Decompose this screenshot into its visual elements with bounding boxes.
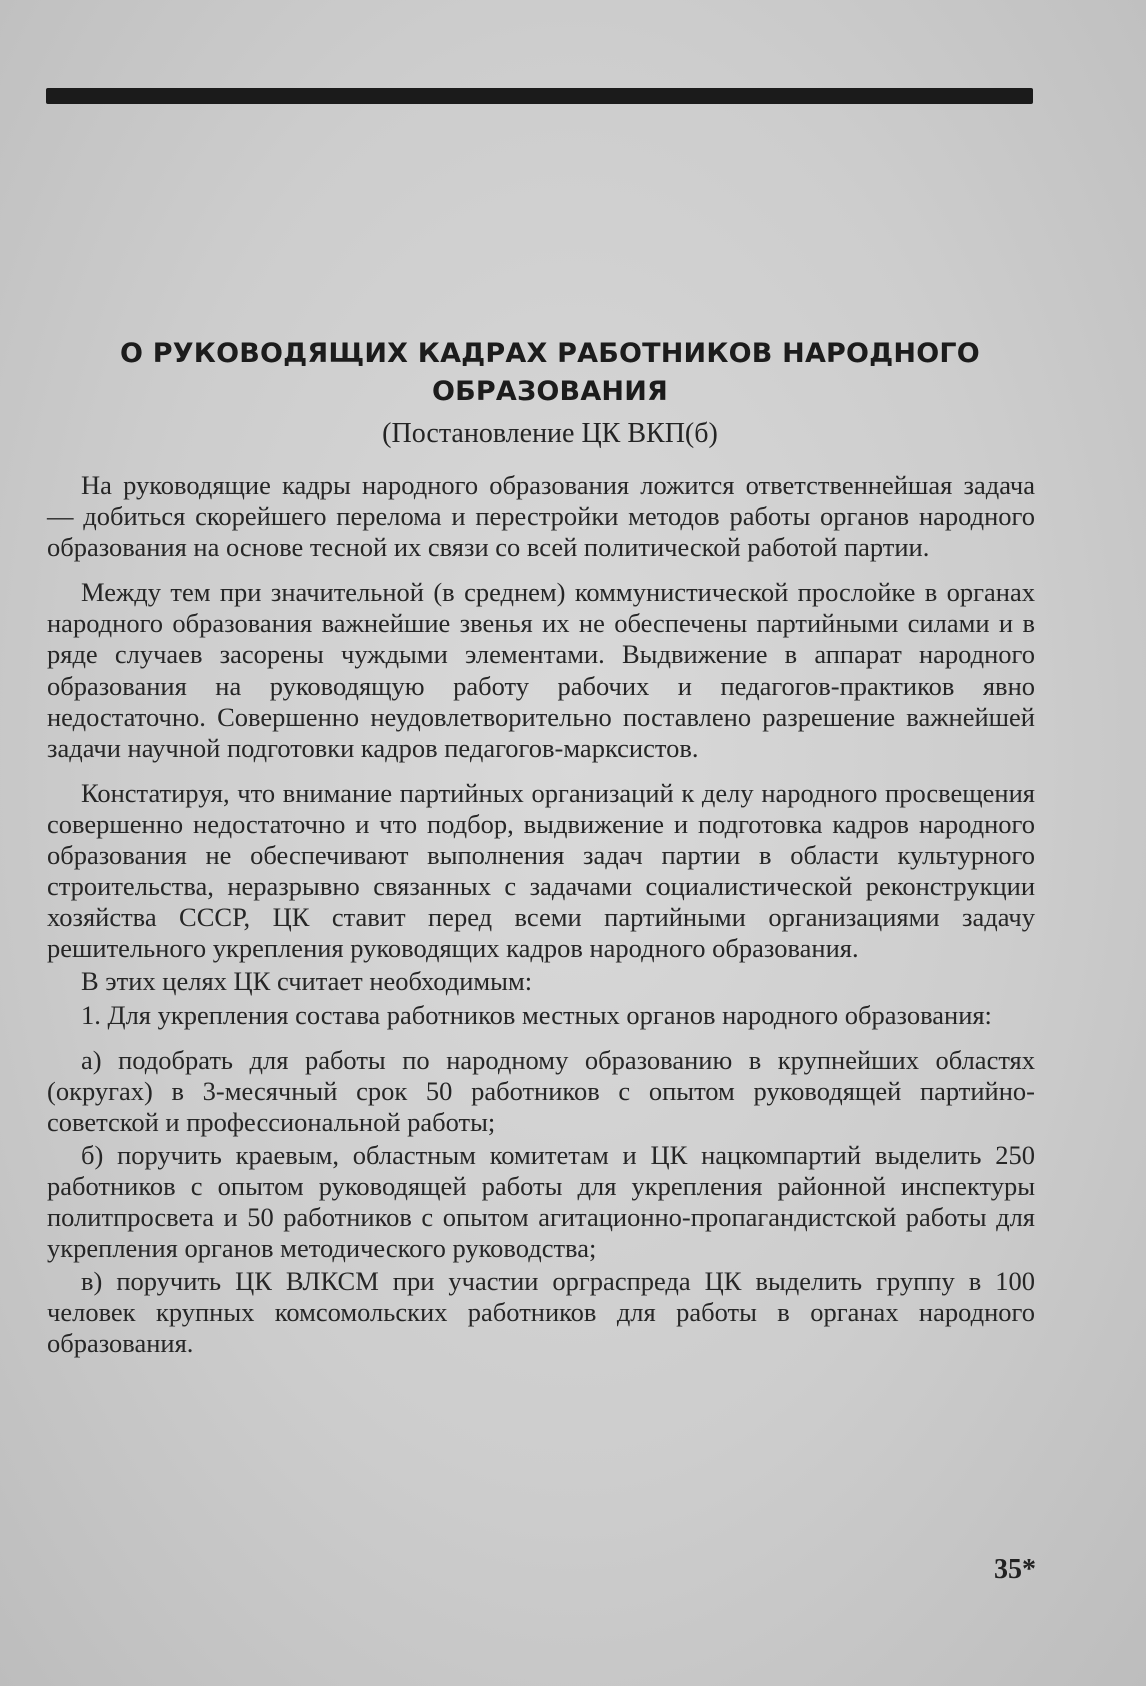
top-rule-divider bbox=[46, 88, 1033, 104]
page-title-line-1: О РУКОВОДЯЩИХ КАДРАХ РАБОТНИКОВ НАРОДНОГО bbox=[120, 338, 980, 369]
paragraph-item-b: б) поручить краевым, областным комитетам и ЦК нацкомпартий выделить 250 работников с опытом руководящей работы для укрепления районной инспектуры политпросвета и 50 работников с опытом агитационно-пропагандистской работы для укрепления органов методического руководства; bbox=[47, 1139, 1035, 1264]
paragraph-statement: Констатируя, что внимание партийных организаций к делу народного просвещения совершенно недостаточно и что подбор, выдвижение и подготовка кадров народного образования не обеспечивают выполнения задач партии в области культурного строительства, неразрывно связанных с задачами социалистической реконструкции хозяйства СССР, ЦК ставит перед всеми партийными организациями задачу решительного укрепления руководящих кадров народного образования. bbox=[47, 777, 1035, 964]
paragraph-item-v: в) поручить ЦК ВЛКСМ при участии орграспреда ЦК выделить группу в 100 человек крупных комсомольских работников для работы в органах народного образования. bbox=[47, 1266, 1035, 1359]
document-body bbox=[47, 470, 1035, 1360]
paragraph-item-a: а) подобрать для работы по народному образованию в крупнейших областях (округах) в 3-месячный срок 50 работников с опытом руководящей партийно-советской и профессиональной работы; bbox=[47, 1044, 1035, 1137]
page-title-line-2: ОБРАЗОВАНИЯ bbox=[431, 376, 668, 407]
page-number: 35* bbox=[994, 1554, 1036, 1585]
page-subtitle: (Постановление ЦК ВКП(б) bbox=[382, 418, 718, 449]
paragraph-purpose: В этих целях ЦК считает необходимым: bbox=[81, 966, 533, 997]
paragraph-item-1: 1. Для укрепления состава работников местных органов народного образования: bbox=[81, 999, 992, 1030]
paragraph-intro: На руководящие кадры народного образования ложится ответственнейшая задача — добиться скорейшего перелома и перестройки методов работы органов народного образования на основе тесной их связи со всей политической работой партии. bbox=[47, 470, 1035, 563]
paragraph-situation: Между тем при значительной (в среднем) коммунистической прослойке в органах народного образования важнейшие звенья их не обеспечены партийными силами и в ряде случаев засорены чуждыми элементами. Выдвижение в аппарат народного образования на руководящую работу рабочих и педагогов-практиков явно недостаточно. Совершенно неудовлетворительно поставлено разрешение важнейшей задачи научной подготовки кадров педагогов-марксистов. bbox=[47, 577, 1035, 763]
